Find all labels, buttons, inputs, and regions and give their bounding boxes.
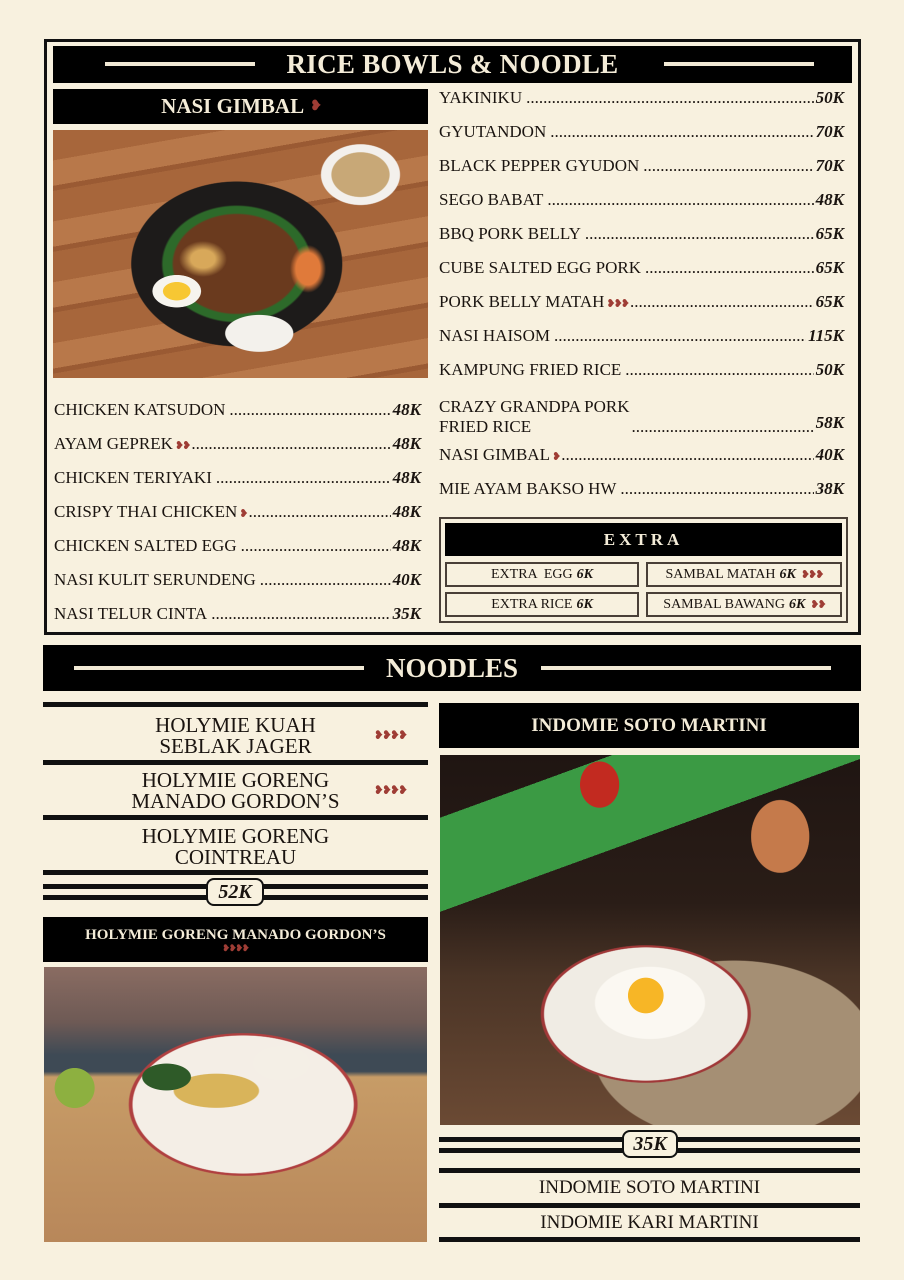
noodles-section-header [43,645,861,691]
divider [43,870,428,875]
divider [439,1237,860,1242]
menu-item-chicken-katsudon[interactable]: CHICKEN KATSUDON ..... 48K [54,400,421,434]
indomie-price-badge: 35K [622,1130,678,1158]
divider [43,760,428,765]
menu-item-black-pepper-gyudon[interactable]: BLACK PEPPER GYUDON ..... 70K [439,156,844,190]
noodle-item-holymie-goreng-cointreau[interactable]: HOLYMIE GORENG COINTREAU [141,824,330,869]
feature-indomie-soto-header [439,703,859,748]
extra-item-rice[interactable]: EXTRA RICE 6K [445,592,639,617]
noodles-section-title: NOODLES [385,652,519,683]
chili-icon: ❥❥❥ [800,569,823,581]
menu-item-cube-salted-egg-pork[interactable]: CUBE SALTED EGG PORK ..... 65K [439,258,844,292]
menu-item-gyutandon[interactable]: GYUTANDON ..... 70K [439,122,844,156]
menu-item-nasi-kulit-serundeng[interactable]: NASI KULIT SERUNDENG ..... 40K [54,570,421,604]
feature-holymie-header [43,917,428,962]
header-rule-right [541,666,831,670]
rice-right-menu-list [439,88,844,513]
extra-header [445,523,842,556]
feature-nasi-gimbal-header [53,89,428,124]
menu-item-yakiniku[interactable]: YAKINIKU ..... 50K [439,88,844,122]
extra-item-sambal-bawang[interactable]: SAMBAL BAWANG 6K ❥❥ [646,592,842,617]
nasi-gimbal-photo [53,130,428,378]
menu-item-crazy-grandpa-pork-fried-rice[interactable]: CRAZY GRANDPA PORK FRIED RICE ..... 58K [439,394,844,445]
extra-title: EXTRA [603,529,684,549]
divider [43,702,428,707]
noodle-item-indomie-kari-martini[interactable]: INDOMIE KARI MARTINI [540,1212,759,1233]
rice-section-header [53,46,852,83]
holymie-price-badge: 52K [206,878,264,906]
menu-item-pork-belly-matah[interactable]: PORK BELLY MATAH ❥❥❥ ..... 65K [439,292,844,326]
menu-item-nasi-gimbal[interactable]: NASI GIMBAL ❥ ..... 40K [439,445,844,479]
noodle-item-holymie-kuah-seblak-jager[interactable]: HOLYMIE KUAH SEBLAK JAGER ❥❥❥❥ [155,713,406,758]
indomie-soto-photo [440,755,860,1125]
feature-title: INDOMIE SOTO MARTINI [531,714,767,736]
menu-item-kampung-fried-rice[interactable]: KAMPUNG FRIED RICE ..... 50K [439,360,844,394]
chili-icon: ❥❥❥❥ [373,728,406,742]
noodle-item-indomie-soto-martini[interactable]: INDOMIE SOTO MARTINI [538,1177,761,1198]
rice-left-menu-list [54,400,421,638]
divider [439,1203,860,1208]
menu-item-mie-ayam-bakso-hw[interactable]: MIE AYAM BAKSO HW ..... 38K [439,479,844,513]
extra-item-sambal-matah[interactable]: SAMBAL MATAH 6K ❥❥❥ [646,562,842,587]
header-rule-right [664,62,814,66]
menu-item-sego-babat[interactable]: SEGO BABAT ..... 48K [439,190,844,224]
noodle-item-holymie-goreng-manado-gordons[interactable]: HOLYMIE GORENG MANADO GORDON’S ❥❥❥❥ [131,768,406,813]
feature-title: HOLYMIE GORENG MANADO GORDON’S [85,927,386,943]
chili-icon: ❥ [239,508,247,520]
menu-item-chicken-teriyaki[interactable]: CHICKEN TERIYAKI ..... 48K [54,468,421,502]
header-rule-left [105,62,255,66]
chili-icon: ❥ [310,99,320,114]
menu-item-ayam-geprek[interactable]: AYAM GEPREK ❥❥ ..... 48K [54,434,421,468]
holymie-photo [44,967,427,1242]
menu-item-crispy-thai-chicken[interactable]: CRISPY THAI CHICKEN ❥ ..... 48K [54,502,421,536]
divider [43,815,428,820]
rice-section-title: RICE BOWLS & NOODLE [286,49,619,79]
feature-title: NASI GIMBAL [161,94,305,118]
divider [439,1168,860,1173]
chili-icon: ❥❥❥❥ [373,783,406,797]
chili-icon: ❥❥❥ [606,298,629,310]
chili-icon: ❥❥ [810,599,825,611]
menu-item-bbq-pork-belly[interactable]: BBQ PORK BELLY ..... 65K [439,224,844,258]
chili-icon: ❥ [551,451,560,463]
menu-item-nasi-telur-cinta[interactable]: NASI TELUR CINTA ..... 35K [54,604,421,638]
header-rule-left [74,666,364,670]
chili-icon: ❥❥❥❥ [222,943,249,953]
chili-icon: ❥❥ [174,440,190,452]
extra-item-egg[interactable]: EXTRA EGG 6K [445,562,639,587]
menu-item-chicken-salted-egg[interactable]: CHICKEN SALTED EGG ..... 48K [54,536,421,570]
menu-item-nasi-haisom[interactable]: NASI HAISOM ..... 115K [439,326,844,360]
